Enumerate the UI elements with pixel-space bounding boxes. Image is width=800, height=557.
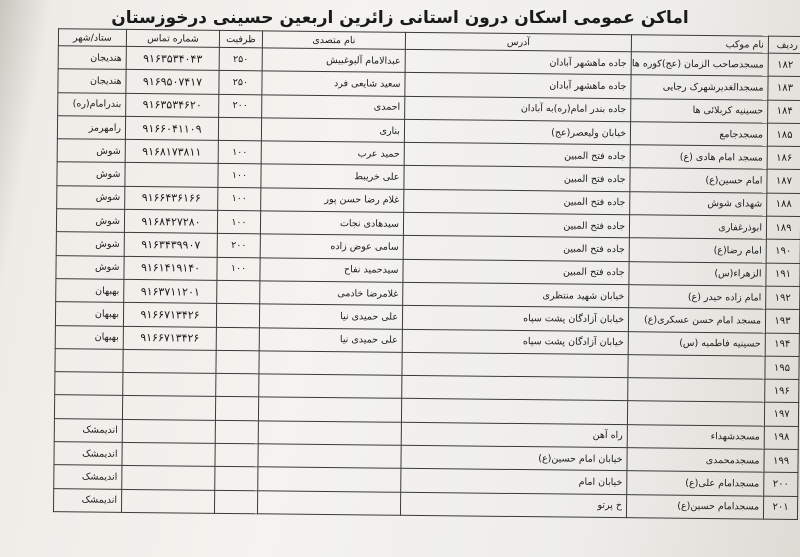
address-cell [402, 352, 628, 378]
owner-name-cell: سیدحمید نفاح [260, 257, 403, 282]
owner-name-cell: علی حمیدی نیا [259, 327, 402, 352]
capacity-cell [216, 350, 259, 374]
city-cell: اندیمشک [54, 442, 122, 466]
row-number-cell: ۱۹۸ [764, 426, 798, 450]
header-name: نام موکب [631, 35, 768, 53]
address-cell: جاده فتح المبین [404, 189, 630, 215]
address-cell [401, 399, 627, 425]
phone-number-cell: ۹۱۶۳۷۱۱۲۰۱ [124, 279, 217, 303]
header-capacity: ظرفیت [219, 30, 262, 47]
phone-number-cell: ۹۱۶۳۴۳۹۹۰۷ [124, 233, 217, 257]
capacity-cell [215, 443, 258, 467]
owner-name-cell: سیدهادی نجات [260, 211, 403, 236]
owner-name-cell: احمدی [262, 94, 405, 119]
mawkib-name-cell: امام حسین(ع) [630, 168, 767, 193]
owner-name-cell [258, 397, 401, 422]
phone-number-cell: ۹۱۶۶۷۱۳۴۲۶ [123, 326, 216, 350]
row-number-cell: ۲۰۱ [763, 496, 797, 520]
row-number-cell: ۱۹۷ [764, 403, 798, 427]
mawkib-name-cell: مسجد امام هادی (ع) [630, 145, 767, 170]
city-cell [55, 372, 123, 396]
mawkib-name-cell: حسینیه فاطمیه (س) [628, 331, 765, 356]
capacity-cell: ۲۰۰ [217, 234, 260, 258]
address-cell [402, 375, 628, 401]
address-cell: جاده فتح المبین [403, 212, 629, 238]
address-cell: خیابان ولیعصر(عج) [404, 119, 630, 145]
owner-name-cell: بناری [261, 118, 404, 143]
city-cell: شوش [56, 209, 124, 233]
phone-number-cell [122, 442, 215, 466]
owner-name-cell: علی حمیدی نیا [259, 304, 402, 329]
page-title: اماکن عمومی اسکان درون استانی زائرین اربعین حسینی درخوزستان [111, 8, 689, 28]
header-address: آدرس [405, 32, 631, 51]
capacity-cell: ۱۰۰ [218, 187, 261, 211]
row-number-cell: ۱۹۱ [766, 263, 800, 287]
row-number-cell: ۲۰۰ [764, 472, 798, 496]
mawkib-name-cell: مسجدمحمدی [627, 448, 764, 473]
row-number-cell: ۱۹۶ [765, 379, 799, 403]
city-cell: بهبهان [55, 325, 123, 349]
row-number-cell: ۱۸۴ [768, 100, 800, 124]
row-number-cell: ۱۹۳ [765, 309, 799, 333]
owner-name-cell: غلامرضا خادمی [260, 281, 403, 306]
phone-number-cell: ۹۱۶۶۴۳۶۱۶۶ [125, 186, 218, 210]
row-number-cell: ۱۹۴ [765, 333, 799, 357]
capacity-cell [215, 420, 258, 444]
address-cell: جاده فتح المبین [403, 236, 629, 262]
capacity-cell [217, 280, 260, 304]
address-cell: جاده ماهشهر آبادان [405, 73, 631, 99]
city-cell: شوش [57, 185, 125, 209]
row-number-cell: ۱۸۳ [768, 76, 800, 100]
city-cell: اندیمشک [54, 465, 122, 489]
phone-number-cell [122, 419, 215, 443]
mawkib-name-cell [628, 355, 765, 380]
owner-name-cell: غلام رضا حسن پور [261, 188, 404, 213]
row-number-cell: ۱۹۰ [766, 240, 800, 264]
mawkib-name-cell: امام رضا(ع) [629, 238, 766, 263]
capacity-cell: ۱۰۰ [218, 141, 261, 165]
row-number-cell: ۱۹۲ [766, 286, 800, 310]
address-cell: خیابان شهید منتظری [403, 282, 629, 308]
city-cell [55, 349, 123, 373]
header-num: ردیف [768, 36, 800, 53]
capacity-cell: ۱۰۰ [218, 164, 261, 188]
mawkib-name-cell [627, 401, 764, 426]
mawkib-name-cell: حسینیه کربلائی ها [631, 98, 768, 123]
owner-name-cell [259, 374, 402, 399]
row-number-cell: ۱۸۹ [766, 216, 800, 240]
phone-number-cell [122, 466, 215, 490]
header-city: ستاد/شهر [58, 29, 126, 47]
address-cell: خیابان آزادگان پشت سپاه [402, 306, 628, 332]
address-cell: جاده ماهشهر آبادان [405, 49, 631, 75]
city-cell: هندیجان [58, 46, 126, 70]
city-cell: رامهرمز [57, 116, 125, 140]
capacity-cell: ۲۵۰ [219, 71, 262, 95]
address-cell: جاده فتح المبین [404, 166, 630, 192]
capacity-cell: ۱۰۰ [217, 210, 260, 234]
header-owner: نام متصدی [262, 31, 405, 49]
city-cell: بندرامام(ره) [58, 92, 126, 116]
city-cell: بهبهان [56, 279, 124, 303]
capacity-cell: ۲۵۰ [219, 47, 262, 71]
header-phone: شماره تماس [126, 29, 219, 47]
mawkib-name-cell: مسجدجامع [630, 122, 767, 147]
owner-name-cell: سامی عوض زاده [260, 234, 403, 259]
owner-name-cell [259, 351, 402, 376]
row-number-cell: ۱۸۵ [767, 123, 800, 147]
mawkib-name-cell: شهدای شوش [630, 191, 767, 216]
owner-name-cell: سعید شایعی فرد [262, 71, 405, 96]
city-cell: اندیمشک [53, 488, 121, 512]
row-number-cell: ۱۹۵ [765, 356, 799, 380]
phone-number-cell [123, 349, 216, 373]
city-cell: بهبهان [55, 302, 123, 326]
owner-name-cell [257, 490, 400, 515]
city-cell [54, 395, 122, 419]
address-cell: خ پرتو [400, 492, 626, 518]
phone-number-cell [122, 396, 215, 420]
capacity-cell: ۲۰۰ [219, 94, 262, 118]
mawkib-name-cell: مسجدامام علی(ع) [627, 471, 764, 496]
capacity-cell [216, 374, 259, 398]
owner-name-cell [258, 467, 401, 492]
city-cell: اندیمشک [54, 418, 122, 442]
phone-number-cell: ۹۱۶۹۵۰۷۴۱۷ [126, 70, 219, 94]
mawkib-name-cell: ابوذرغفاری [629, 215, 766, 240]
mawkib-name-cell: مسجدالغدیرشهرک رجایی [631, 75, 768, 100]
phone-number-cell: ۹۱۶۶۰۴۱۱۰۹ [125, 116, 218, 140]
owner-name-cell: علی خریبط [261, 164, 404, 189]
phone-number-cell: ۹۱۶۳۵۳۴۶۲۰ [126, 93, 219, 117]
city-cell: هندیجان [58, 69, 126, 93]
address-cell: جاده بندر امام(ره)به آبادان [405, 96, 631, 122]
phone-number-cell: ۹۱۶۸۱۷۳۸۱۱ [125, 140, 218, 164]
address-cell: راه آهن [401, 422, 627, 448]
phone-number-cell: ۹۱۶۸۴۲۷۲۸۰ [124, 209, 217, 233]
row-number-cell: ۱۸۸ [767, 193, 800, 217]
owner-name-cell: حمید عرب [261, 141, 404, 166]
mawkib-name-cell: امام زاده حیدر (ع) [629, 285, 766, 310]
mawkib-name-cell: مسجدصاحب الزمان (عج)کوره ها [631, 52, 768, 77]
mawkib-name-cell: مسجد امام حسن عسکری(ع) [628, 308, 765, 333]
city-cell: شوش [57, 139, 125, 163]
phone-number-cell [125, 163, 218, 187]
city-cell: شوش [56, 232, 124, 256]
capacity-cell [215, 467, 258, 491]
capacity-cell [216, 327, 259, 351]
owner-name-cell [258, 444, 401, 469]
capacity-cell [214, 490, 257, 514]
address-cell: خیابان آزادگان پشت سپاه [402, 329, 628, 355]
address-cell: خیابان امام [401, 469, 627, 495]
row-number-cell: ۱۸۲ [768, 53, 800, 77]
city-cell: شوش [56, 255, 124, 279]
phone-number-cell: ۹۱۶۱۴۱۹۱۴۰ [124, 256, 217, 280]
mawkib-name-cell [628, 378, 765, 403]
address-cell: جاده فتح المبین [404, 143, 630, 169]
mawkib-name-cell: الزهراء(س) [629, 261, 766, 286]
mawkib-name-cell: مسجدشهداء [627, 424, 764, 449]
owner-name-cell [258, 421, 401, 446]
phone-number-cell [121, 489, 214, 513]
phone-number-cell [123, 373, 216, 397]
accommodation-table [53, 28, 800, 520]
address-cell: خیابان امام حسین(ع) [401, 445, 627, 471]
phone-number-cell: ۹۱۶۳۵۳۴۰۴۳ [126, 46, 219, 70]
owner-name-cell: عبدالامام آلبوغبیش [262, 48, 405, 73]
row-number-cell: ۱۹۹ [764, 449, 798, 473]
mawkib-name-cell: مسجدامام حسین(ع) [626, 494, 763, 519]
capacity-cell: ۱۰۰ [217, 257, 260, 281]
capacity-cell [216, 304, 259, 328]
row-number-cell: ۱۸۷ [767, 170, 800, 194]
capacity-cell [215, 397, 258, 421]
phone-number-cell: ۹۱۶۶۷۱۳۴۲۶ [123, 303, 216, 327]
row-number-cell: ۱۸۶ [767, 146, 800, 170]
city-cell: شوش [57, 162, 125, 186]
capacity-cell [218, 117, 261, 141]
address-cell: جاده فتح المبین [403, 259, 629, 285]
